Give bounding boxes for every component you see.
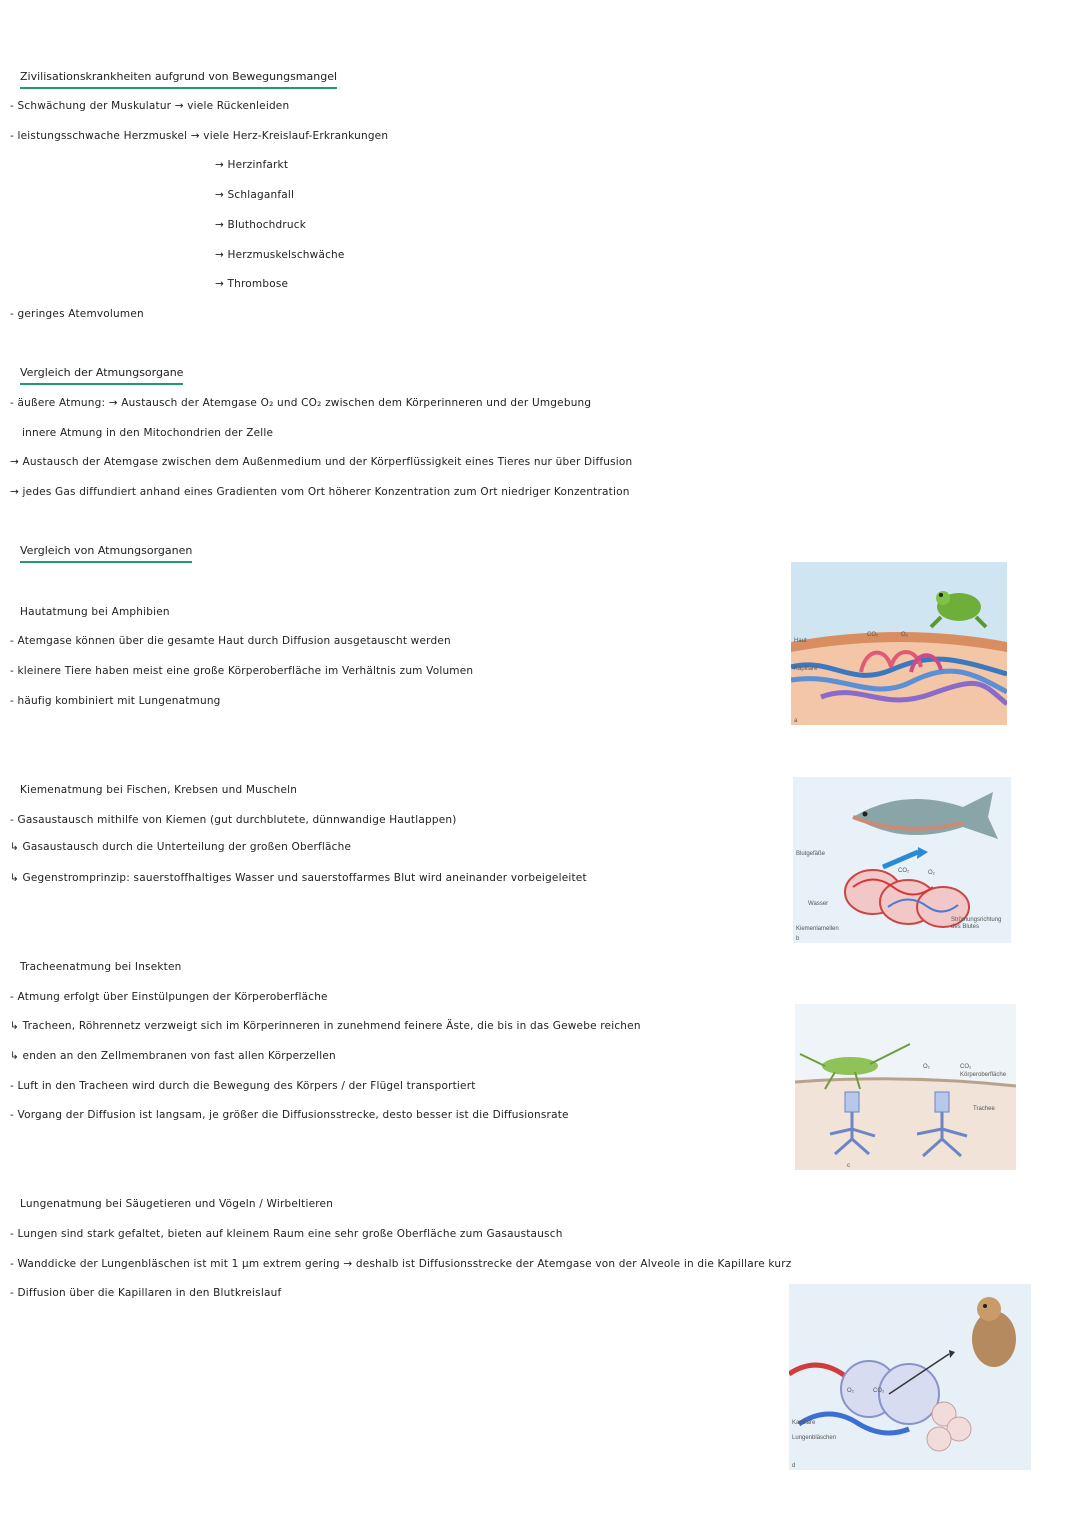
label-co2: CO₂ bbox=[898, 868, 910, 874]
text-line: - äußere Atmung: → Austausch der Atemgase O₂ und CO₂ zwischen dem Körperinneren und der Umgebung bbox=[10, 397, 592, 409]
text-line: - Diffusion über die Kapillaren in den Blutkreislauf bbox=[10, 1287, 282, 1299]
label-des-blutes: des Blutes bbox=[951, 924, 980, 930]
figure-letter: a bbox=[794, 718, 798, 724]
label-blutgefaesse: Blutgefäße bbox=[796, 851, 826, 857]
text-line: - Vorgang der Diffusion ist langsam, je größer die Diffusionsstrecke, desto besser ist die Diffusionsrate bbox=[10, 1109, 569, 1121]
heading-vergleich-von-atmungsorganen: Vergleich von Atmungsorganen bbox=[20, 544, 192, 563]
text-line: → Austausch der Atemgase zwischen dem Außenmedium und der Körperflüssigkeit eines Tieres nur über Diffusion bbox=[10, 456, 633, 468]
text-line: → Herzinfarkt bbox=[215, 159, 289, 171]
text-line: ↳ Tracheen, Röhrennetz verzweigt sich im Körperinneren in zunehmend feinere Äste, die bis in das Gewebe reichen bbox=[10, 1020, 641, 1032]
text-line: - Schwächung der Muskulatur → viele Rückenleiden bbox=[10, 100, 290, 112]
text-line: → Thrombose bbox=[215, 278, 289, 290]
text-line: → Herzmuskelschwäche bbox=[215, 249, 345, 261]
text-line: ↳ Gasaustausch durch die Unterteilung der großen Oberfläche bbox=[10, 841, 352, 853]
text-line: ↳ Gegenstromprinzip: sauerstoffhaltiges Wasser und sauerstoffarmes Blut wird aneinander vorbeigeleitet bbox=[10, 872, 587, 884]
subheading-kiemenatmung: Kiemenatmung bei Fischen, Krebsen und Muscheln bbox=[20, 784, 298, 796]
label-wasser: Wasser bbox=[808, 901, 829, 907]
label-kapillare: Kapillare bbox=[792, 1420, 816, 1426]
text-line: ↳ enden an den Zellmembranen von fast allen Körperzellen bbox=[10, 1050, 336, 1062]
label-stroemungsrichtung: Strömungsrichtung bbox=[951, 917, 1002, 923]
text-line: - Wanddicke der Lungenbläschen ist mit 1 µm extrem gering → deshalb ist Diffusionsstrecke der Atemgase von der Alveole in die Kapillare kurz bbox=[10, 1258, 792, 1270]
text-line: → jedes Gas diffundiert anhand eines Gradienten vom Ort höherer Konzentration zum Ort niedriger Konzentration bbox=[10, 486, 630, 498]
text-line: - geringes Atemvolumen bbox=[10, 308, 144, 320]
text-line: → Schlaganfall bbox=[215, 189, 295, 201]
label-co2: CO₂ bbox=[873, 1388, 885, 1394]
figure-letter: b bbox=[796, 936, 800, 942]
figure-lung-respiration bbox=[789, 1284, 1031, 1470]
figure-gill-respiration bbox=[793, 777, 1011, 943]
label-o2: O₂ bbox=[928, 870, 935, 876]
text-line: - häufig kombiniert mit Lungenatmung bbox=[10, 695, 221, 707]
text-line: - Luft in den Tracheen wird durch die Bewegung des Körpers / der Flügel transportiert bbox=[10, 1080, 476, 1092]
text-line: - leistungsschwache Herzmuskel → viele Herz-Kreislauf-Erkrankungen bbox=[10, 130, 389, 142]
figure-letter: d bbox=[792, 1463, 796, 1469]
figure-letter: c bbox=[847, 1163, 850, 1169]
text-line: - kleinere Tiere haben meist eine große Körperoberfläche im Verhältnis zum Volumen bbox=[10, 665, 474, 677]
subheading-hautatmung: Hautatmung bei Amphibien bbox=[20, 606, 170, 618]
label-trachee: Trachee bbox=[973, 1106, 995, 1112]
figure-skin-respiration bbox=[791, 562, 1007, 725]
label-haut: Haut bbox=[794, 638, 807, 644]
label-o2: O₂ bbox=[901, 632, 908, 638]
label-koerperoberflaeche: Körperoberfläche bbox=[960, 1072, 1007, 1078]
label-kapillare: Kapillare bbox=[794, 666, 818, 672]
figure-tracheal-respiration bbox=[795, 1004, 1016, 1170]
heading-zivilisationskrankheiten: Zivilisationskrankheiten aufgrund von Bewegungsmangel bbox=[20, 70, 337, 89]
subheading-lungenatmung: Lungenatmung bei Säugetieren und Vögeln / Wirbeltieren bbox=[20, 1198, 334, 1210]
label-co2: CO₂ bbox=[867, 632, 879, 638]
text-line: - Atemgase können über die gesamte Haut durch Diffusion ausgetauscht werden bbox=[10, 635, 451, 647]
text-line: - Atmung erfolgt über Einstülpungen der Körperoberfläche bbox=[10, 991, 328, 1003]
label-lungenblaeschen: Lungenbläschen bbox=[792, 1435, 837, 1441]
label-co2: CO₂ bbox=[960, 1064, 972, 1070]
text-line: - Gasaustausch mithilfe von Kiemen (gut durchblutete, dünnwandige Hautlappen) bbox=[10, 814, 457, 826]
text-line: - Lungen sind stark gefaltet, bieten auf kleinem Raum eine sehr große Oberfläche zum Gasaustausch bbox=[10, 1228, 563, 1240]
label-kiemenlamellen: Kiemenlamellen bbox=[796, 926, 839, 932]
text-line: → Bluthochdruck bbox=[215, 219, 307, 231]
label-o2: O₂ bbox=[847, 1388, 854, 1394]
label-o2: O₂ bbox=[923, 1064, 930, 1070]
subheading-tracheenatmung: Tracheenatmung bei Insekten bbox=[20, 961, 182, 973]
text-line: innere Atmung in den Mitochondrien der Zelle bbox=[22, 427, 274, 439]
heading-vergleich-atmungsorgane: Vergleich der Atmungsorgane bbox=[20, 366, 183, 385]
